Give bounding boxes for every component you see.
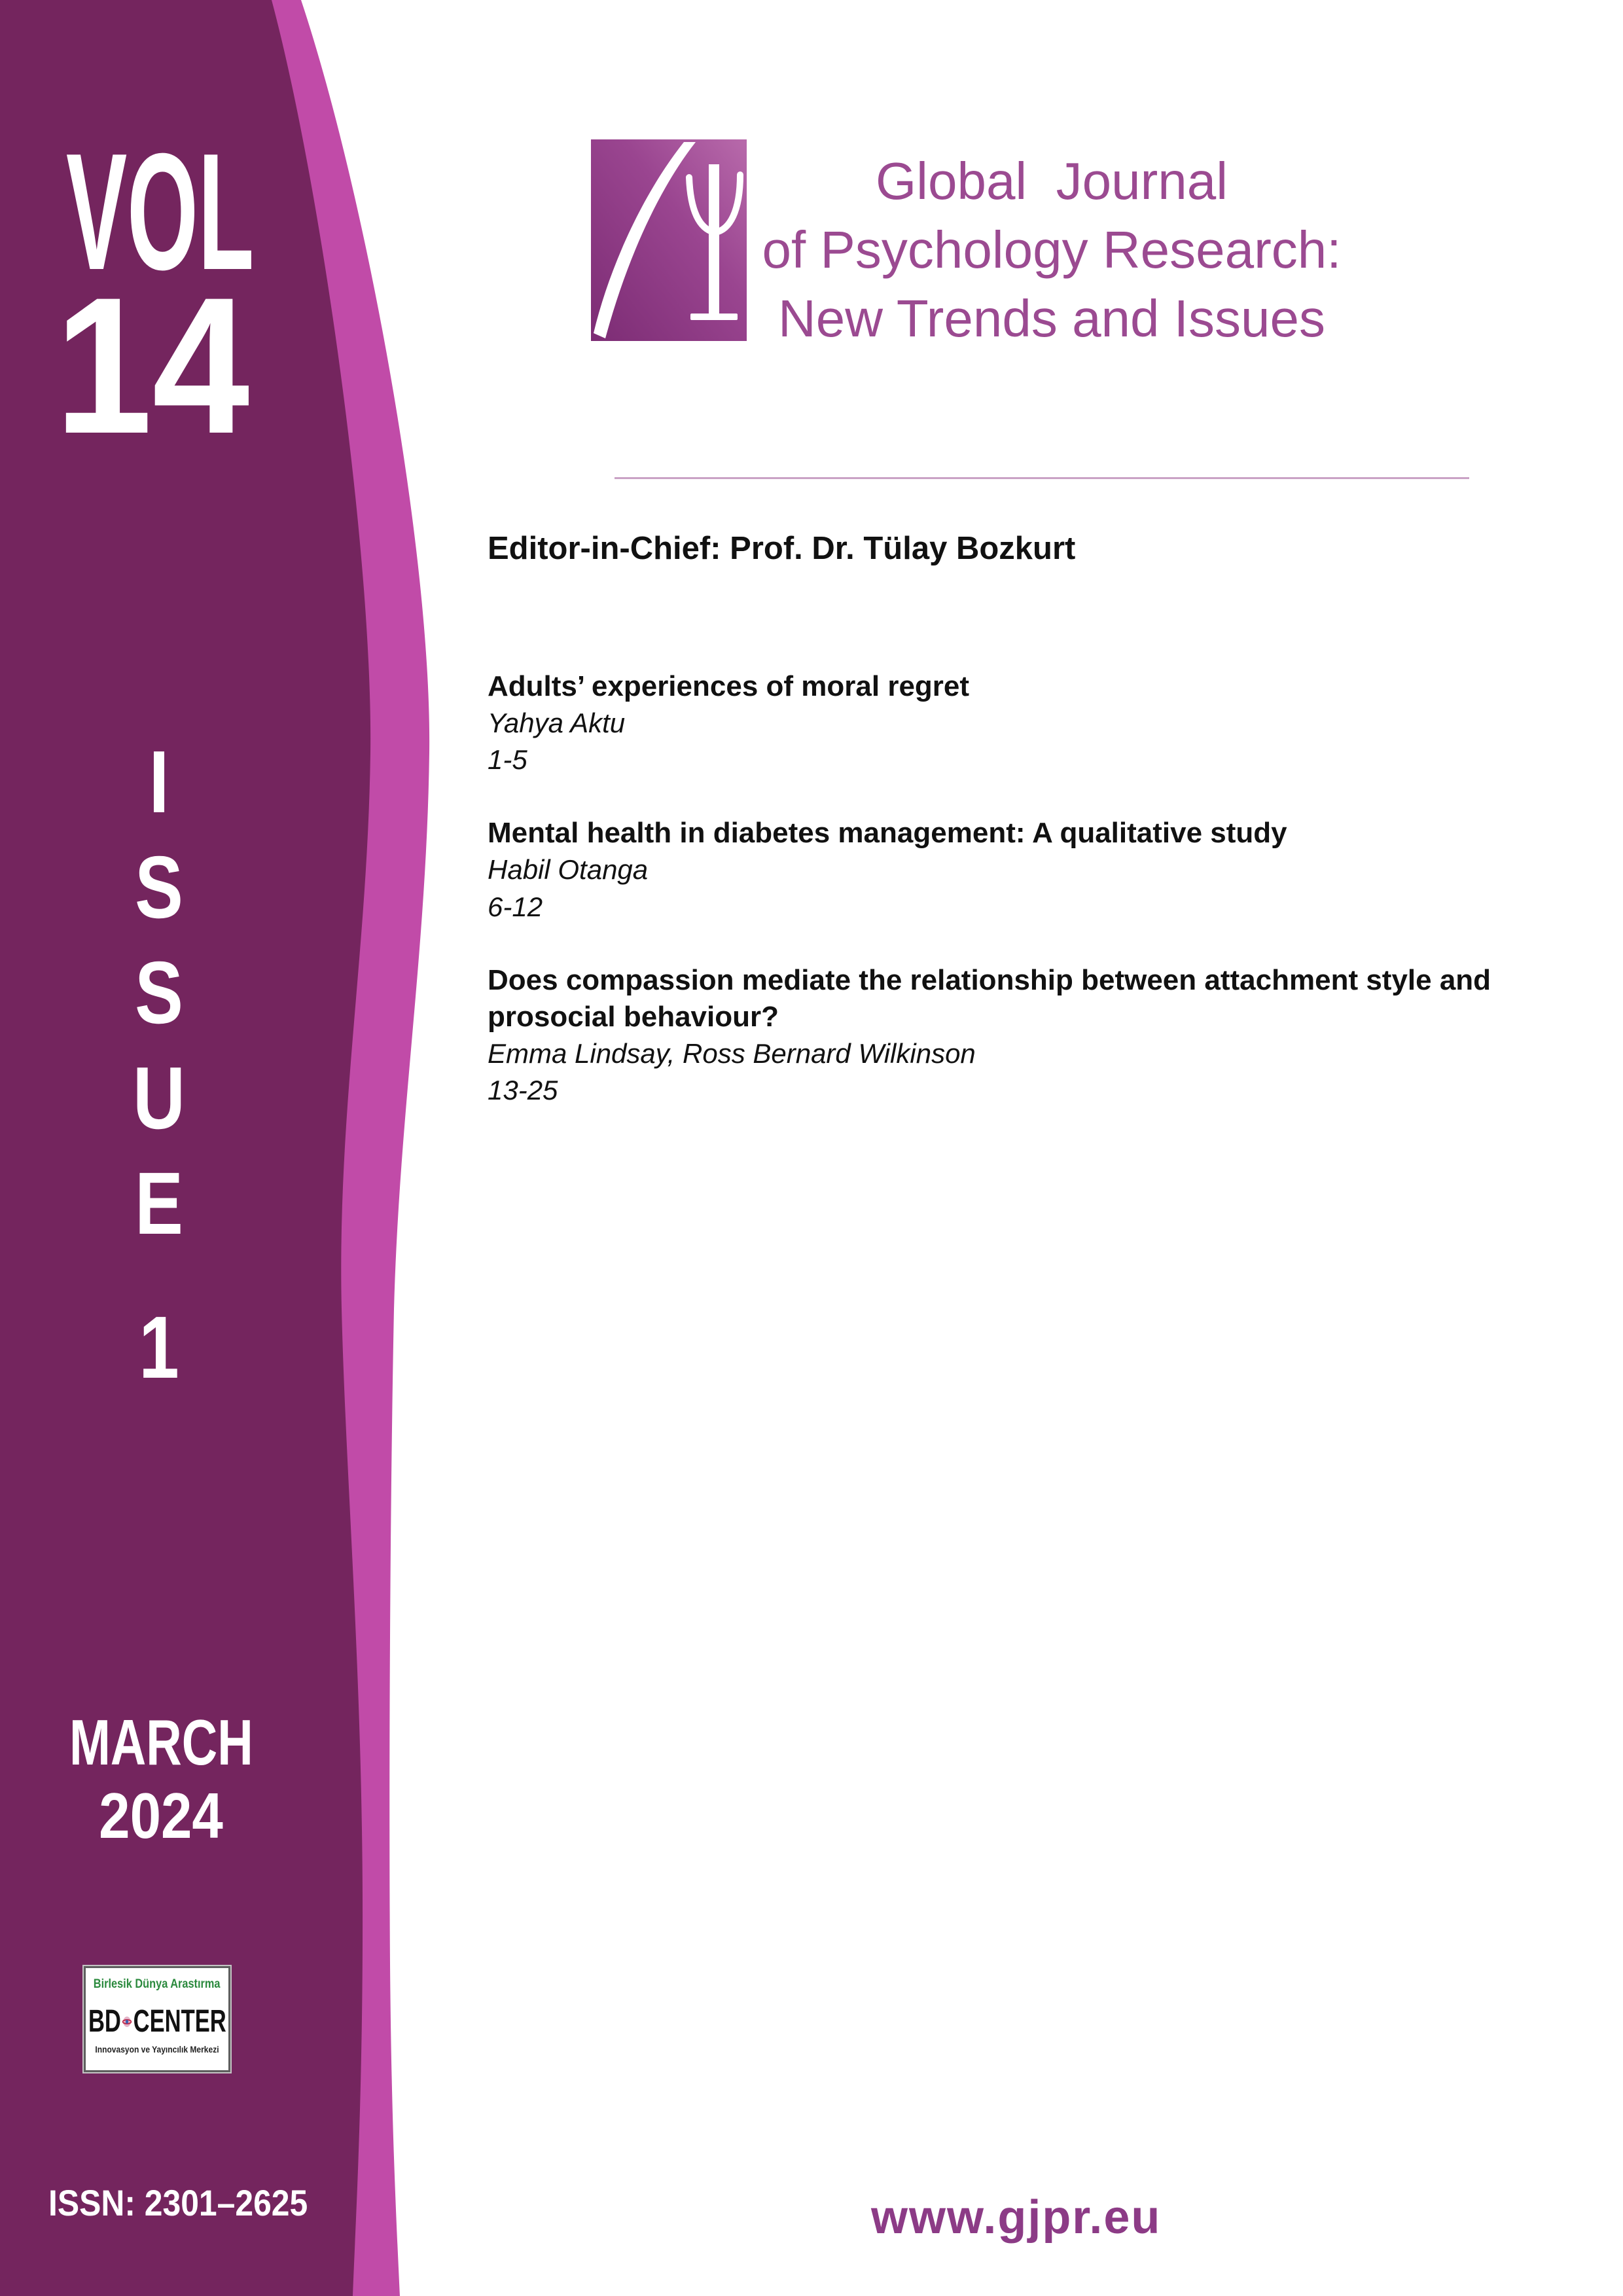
volume-label: VOL	[66, 118, 255, 304]
journal-title-line: New Trends and Issues	[778, 289, 1325, 348]
journal-title-line: of Psychology Research:	[762, 221, 1342, 279]
issn: ISSN: 2301–2625	[48, 2182, 308, 2223]
article-pages: 6-12	[488, 891, 543, 922]
article-authors: Habil Otanga	[488, 854, 649, 886]
article-title: Mental health in diabetes management: A qualitative study	[488, 817, 1287, 850]
article-authors: Yahya Aktu	[488, 708, 626, 739]
journal-website: www.gjpr.eu	[871, 2191, 1162, 2244]
globe-icon	[122, 2015, 132, 2029]
article-entry	[488, 815, 1548, 925]
publisher-logo-name-left: BD	[88, 2004, 121, 2039]
journal-title	[724, 147, 1379, 353]
article-title: Does compassion mediate the relationship between attachment style and prosocial behaviour?	[488, 963, 1491, 1033]
article-list	[488, 668, 1548, 1145]
editor-in-chief: Editor-in-Chief: Prof. Dr. Tülay Bozkurt	[488, 531, 1076, 566]
volume-number: 14	[55, 257, 250, 474]
issue-year	[0, 1778, 322, 1855]
article-pages: 13-25	[488, 1075, 558, 1106]
issue-month-text: MARCH	[69, 1706, 253, 1778]
publisher-logo-tagline: Birlesik Dünya Arastırma	[94, 1977, 221, 1991]
issue-year-text: 2024	[99, 1780, 223, 1852]
article-pages: 1-5	[488, 744, 527, 776]
title-divider	[615, 477, 1469, 479]
publisher-logo-name-right: CENTER	[133, 2004, 226, 2039]
publisher-logo	[84, 1966, 230, 2072]
issue-label: ISSUE	[133, 732, 185, 1253]
journal-logo	[591, 139, 747, 341]
journal-title-line: Global Journal	[875, 152, 1228, 210]
article-entry	[488, 962, 1548, 1109]
publisher-logo-name	[88, 2006, 226, 2037]
issue-month	[0, 1704, 322, 1782]
article-authors: Emma Lindsay, Ross Bernard Wilkinson	[488, 1037, 976, 1069]
issue-number: 1	[139, 1298, 179, 1397]
article-title: Adults’ experiences of moral regret	[488, 670, 970, 702]
publisher-logo-subtitle: Innovasyon ve Yayıncılık Merkezi	[95, 2044, 219, 2054]
article-entry	[488, 668, 1548, 778]
